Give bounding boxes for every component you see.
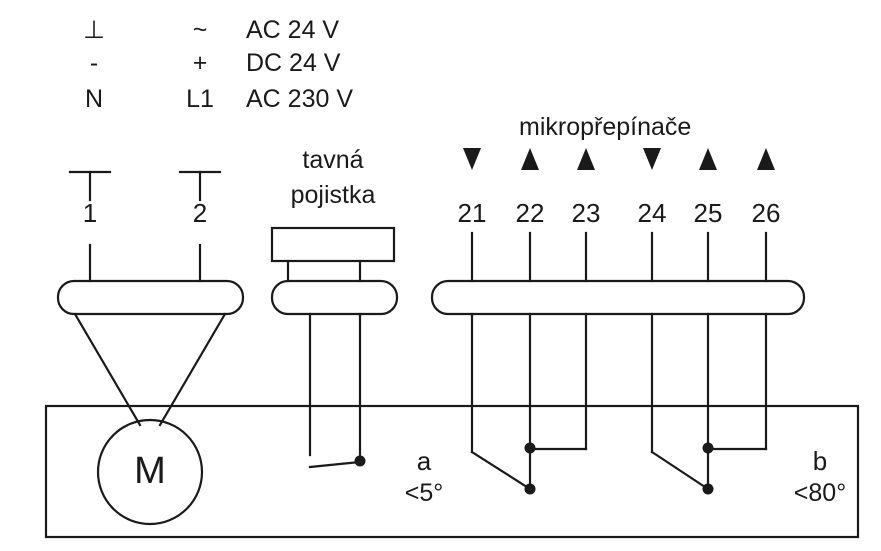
arrow-up-26	[757, 148, 775, 170]
arrow-down-24	[643, 148, 661, 170]
legend-symbol-plus: +	[192, 49, 208, 77]
legend-text-ac230: AC 230 V	[246, 85, 354, 113]
dot-22-bottom	[525, 484, 536, 495]
dot-22-top	[525, 443, 536, 454]
terminal-label-2: 2	[192, 198, 208, 228]
group-a-angle: <5°	[404, 479, 444, 507]
motor-wire-left	[75, 314, 140, 425]
legend-symbol-minus: -	[89, 49, 99, 77]
terminal-label-21: 21	[457, 198, 487, 228]
micro-switches-title: mikropřepínače	[519, 113, 692, 141]
terminal-label-1: 1	[82, 198, 98, 228]
arrow-down-21	[463, 148, 481, 170]
fuse-label-line1: tavná	[302, 146, 364, 174]
arrow-up-23	[577, 148, 595, 170]
motor-label: M	[134, 450, 166, 492]
legend-symbol-ground: ⊥	[83, 16, 105, 44]
micro-terminal-block	[432, 281, 804, 314]
thermal-contact-blade	[310, 462, 360, 467]
switch-b-blade	[652, 452, 708, 489]
legend-text-ac24: AC 24 V	[246, 16, 340, 44]
terminal-label-24: 24	[637, 198, 667, 228]
dot-25-bottom	[703, 484, 714, 495]
legend-symbol-n: N	[84, 85, 104, 113]
switch-a-blade	[472, 452, 530, 489]
group-b-label: b	[812, 446, 828, 476]
legend-symbol-ac: ~	[192, 16, 208, 44]
power-terminal-block	[58, 281, 243, 314]
dot-25-top	[703, 443, 714, 454]
terminal-label-23: 23	[571, 198, 601, 228]
terminal-label-25: 25	[693, 198, 723, 228]
fuse-label-line2: pojistka	[290, 181, 376, 209]
group-a-label: a	[416, 446, 432, 476]
fuse-terminal-block	[272, 281, 397, 314]
arrow-up-25	[699, 148, 717, 170]
motor-wire-right	[160, 314, 225, 425]
terminal-label-26: 26	[751, 198, 781, 228]
dot-thermal	[355, 456, 366, 467]
arrow-up-22	[521, 148, 539, 170]
legend-text-dc24: DC 24 V	[246, 49, 341, 77]
legend-symbol-l1: L1	[186, 85, 214, 113]
group-b-angle: <80°	[793, 479, 847, 507]
fuse-box	[272, 228, 394, 261]
terminal-label-22: 22	[515, 198, 545, 228]
